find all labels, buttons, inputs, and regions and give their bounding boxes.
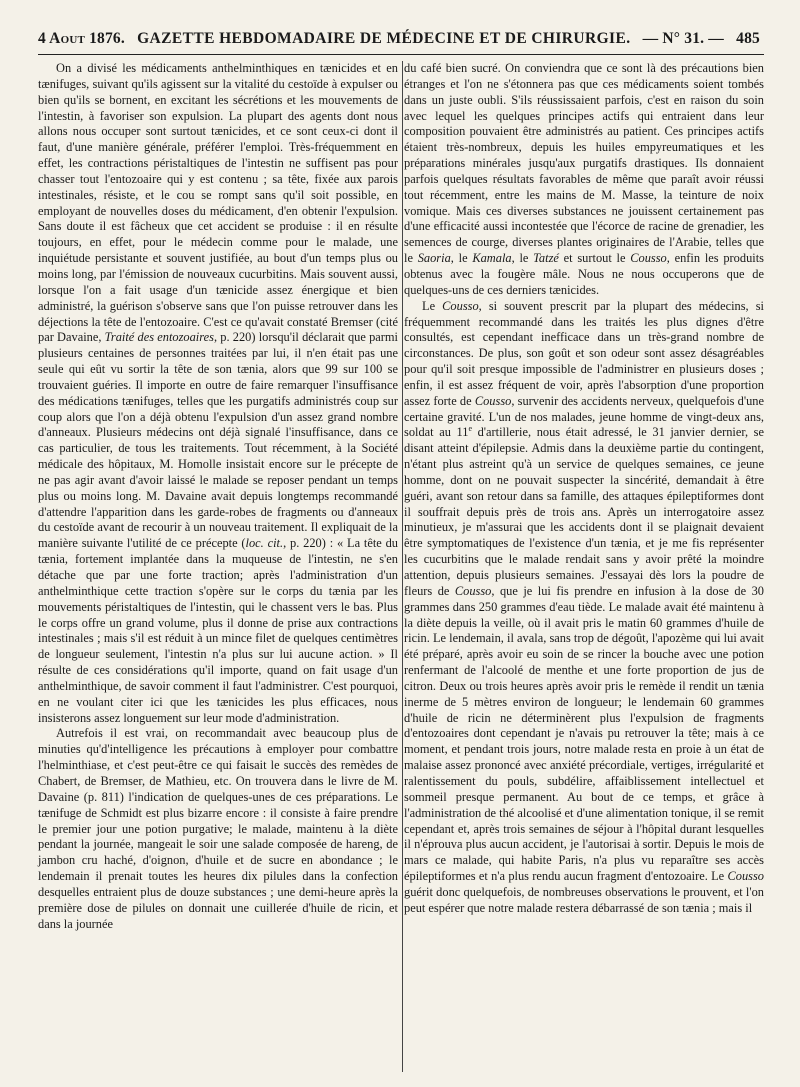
plant-name: Cousso (630, 251, 667, 266)
paragraph (38, 726, 398, 932)
header-date: 4 Aout 1876. (38, 30, 125, 47)
right-column (404, 61, 764, 1076)
citation-ref: loc. cit. (245, 536, 284, 551)
text-run: , le (450, 251, 468, 266)
paragraph (404, 61, 764, 299)
paragraph (38, 61, 398, 726)
page-header (38, 22, 764, 55)
header-issue: — N° 31. — (642, 30, 725, 47)
plant-name: Saoria (417, 251, 451, 266)
text-run: et surtout le (563, 251, 626, 266)
text-run: d'artillerie, nous était adressé, le 31 janvier dernier, se disant atteint d'épilepsie. Admis dans la deuxième partie du contingent, n'étant plus astreint qu'à un service de quelques semaines, ce jeune homme, dont on ne pouvait suspecter la sincérité, demandait à être guéri, avant son retour dans sa famille, des attaques épileptiformes dont il souffrait depuis près de trois ans. Après un interrogatoire assez minutieux, je m'assurai que les accidents dont il se plaignait devaient être symptomatiques de l'existence d'un tænia, et je me fis représenter les cucurbitins que le malade rendait sans y avoir prêté la moindre attention, depuis plusieurs semaines. J'essayai dès lors la poudre de fleurs de (404, 425, 764, 598)
plant-name: Tatzé (533, 251, 559, 266)
text-run: , p. 220) : « La tête du tænia, fortement implantée dans la muqueuse de l'intestin, ne s'en détache que par une forte traction; après l'administration d'un anthelminthique cette traction s'opère sur le corps du tænia par les mouvements péristaltiques de l'intestin, qui le chassent vers le bas. Plus le corps offre un grand volume, plus il donne de prise aux contractions intestinales ; mais s'il est réduit à un mince filet de quelques centimètres de longueur seulement, l'intestin n'a plus sur lui aucune action. » Il résulte de ces considérations qu'il importe, quand on fait usage d'un anthelminthique, de savoir comment il faut l'administrer. C'est pourquoi, en ne voulant citer ici que les tænicides les plus efficaces, nous insisterons assez longuement sur leur mode d'administration. (38, 536, 399, 725)
left-column (38, 61, 398, 1076)
text-run: On a divisé les médicaments anthelminthiques en tænicides et en tænifuges, suivant qu'ils agissent sur la vitalité du cestoïde à expulser ou bien qu'ils se bornent, en excitant les sécrétions et les mouvements de l'intestin, à favoriser son expulsion. La plupart des agents dont nous allons nous occuper sont surtout tænicides, et ce sont ceux-ci dont il faut, d'une manière générale, préférer l'emploi. Très-fréquemment en effet, les contractions péristaltiques de l'intestin ne suffisent pas pour chasser tout l'entozoaire qui y est contenu ; sa tête, fixée aux parois intestinales, résiste, et le cou se rompt sans qu'il soit possible, en employant de nouvelles doses du médicament, d'en obtenir l'expulsion. Sans doute il est fâcheux que cet accident se produise : il en résulte toujours, en effet, pour le médecin comme pour le malade, une inquiétude persistante et souvent justifiée, au bout d'un temps plus ou moins long, par l'émission de nouveaux cucurbitins. Mais souvent aussi, lorsque l'on a fait usage d'un tænicide assez énergique et bien administré, la guérison s'observe sans que l'on puisse retrouver dans les déjections la tête de l'entozoaire. C'est ce qu'avait constaté Bremser (cité par Davaine, (38, 61, 398, 345)
plant-name: Cousso (442, 298, 479, 313)
ordinal-superscript: e (468, 424, 472, 434)
citation-title: Traité des entozoaires (104, 330, 214, 345)
text-run: , si souvent prescrit par la plupart des médecins, si fréquemment recommandé dans les traités les plus dignes d'être consultés, est cependant inefficace dans un très-grand nombre de circonstances. De plus, son goût et son odeur sont assez désagréables pour qu'il soit presque impossible de l'administrer en plusieurs doses ; enfin, il est assez fréquent de voir, après l'absorption d'une proportion assez forte de (404, 298, 764, 408)
text-run: , que je lui fis prendre en infusion à la dose de 30 grammes dans 250 grammes d'eau tiède. Le malade avait été maintenu à la diète depuis la veille, où il avait pris le matin 60 grammes d'huile de ricin. Le lendemain, il avala, sans trop de dégoût, l'apozème qui lui avait été préparé, après avoir eu soin de se rincer la bouche avec une potion renfermant de l'alcoolé de menthe et une forte proportion de jus de citron. Deux ou trois heures après avoir pris le remède il rendit un tænia inerme de 5 mètres environ de longueur; le lendemain 60 grammes d'huile de ricin ne déterminèrent plus l'expulsion de fragments d'entozoaires dont cependant je n'avais pu retrouver la tête; mais à ce moment, et pendant trois jours, notre malade resta en proie à un état de malaise assez prononcé avec anxiété précordiale, vertiges, irrégularité et ralentissement du pouls, subdélire, affaiblissement intellectuel et sommeil presque permanent. Au bout de ce temps, et grâce à l'administration de thé alcoolisé et d'une alimentation tonique, il se remit cependant et, après trois semaines de séjour à l'hôpital durant lesquelles il n'éprouva plus aucun accident, je l'autorisai à sortir. Depuis le mois de mars ce malade, qui habite Paris, n'a plus vu reparaître ses accès épileptiformes et n'a plus rendu aucun fragment d'entozoaire. Le (404, 583, 764, 884)
header-page-number: 485 (736, 30, 760, 47)
text-run: , enfin les produits obtenus avec la fougère mâle. Nous ne nous occuperons que de quelques-uns de ces derniers tænicides. (404, 251, 764, 297)
plant-name: Kamala (472, 251, 512, 266)
paragraph (404, 299, 764, 917)
text-run: Autrefois il est vrai, on recommandait avec beaucoup plus de minuties qu'd'intelligence les précautions à employer pour combattre l'helminthiase, et c'est peut-être ce qui faisait le succès des remèdes de Chabert, de Bremser, de Mathieu, etc. On trouvera dans le livre de M. Davaine (p. 811) l'indication de quelques-unes de ces préparations. Le tænifuge de Schmidt est plus bizarre encore : il consiste à faire prendre le premier jour une potion purgative; le malade, maintenu à la diète pendant la journée, mangeait le soir une salade composée de hareng, de jambon cru haché, d'oignon, d'huile et de sucre en abondance ; le lendemain il prenait toutes les heures dix pilules dans la confection desquelles entraient plus de douze substances ; une demi-heure après la première dose de pilules on donnait une cuillerée d'huile de ricin, et dans la journée (38, 726, 398, 931)
plant-name: Cousso (727, 869, 764, 884)
column-divider (402, 61, 403, 1072)
plant-name: Cousso (474, 393, 512, 408)
text-run: , survenir des accidents nerveux, quelquefois d'une certaine gravité. L'un de nos malades, jeune homme de vingt-deux ans, soldat au 11 (404, 393, 764, 440)
header-title: GAZETTE HEBDOMADAIRE DE MÉDECINE ET DE CHIRURGIE. (137, 30, 631, 47)
text-columns (38, 61, 764, 1076)
text-run: Le (422, 298, 436, 313)
text-run: guérit donc quelquefois, de nombreuses observations le prouvent, et l'on peut espérer que notre malade restera débarrassé de son tænia ; mais il (404, 884, 764, 915)
text-run: , p. 220) lorsqu'il déclarait que parmi plusieurs centaines de personnes traitées par lui, il n'en était pas une seule qui eût vu sortir la tête de son tænia, alors que 99 sur 100 se trouvaient guéries. Il importe en outre de faire remarquer l'insuffisance des médications tænifuges, telles que les purgatifs administrés coup sur coup alors que l'on a déjà obtenu l'expulsion d'un assez grand nombre d'anneaux. Plusieurs médecins ont déjà signalé l'insuffisance, dans ce cas particulier, de tous les traitements. Tout récemment, à la Société médicale des hôpitaux, M. Homolle insistait encore sur le précepte de ne pas agir avant d'avoir laissé le malade se reposer pendant un temps plus ou moins long. M. Davaine avait depuis longtemps recommandé d'attendre l'apparition dans les garde-robes de fragments ou d'anneaux du cestoïde avant de recourir à un nouveau traitement. Il expliquait de la manière suivante l'utilité de ce précepte ( (38, 330, 398, 551)
text-run: du café bien sucré. On conviendra que ce sont là des précautions bien étranges et l'on ne s'étonnera pas que ces médicaments soient tombés dans un juste oubli. S'ils réussissaient parfois, c'est en raison du soin avec lequel les quelques principes actifs qui entraient dans leur composition pouvaient être administrés au patient. Ces principes actifs étaient très-nombreux, depuis les huiles empyreumatiques et les préparations minérales jusqu'aux purgatifs drastiques. Ils donnaient parfois quelques résultats favorables de même que paraît avoir réussi tout récemment, entre les mains de M. Masse, la teinture de noix vomique. Mais ces diverses substances ne jouissent certainement pas d'une efficacité aussi incontestée que l'écorce de racine de grenadier, les semences de courge, diverses plantes originaires de l'Arabie, telles que le (404, 61, 764, 266)
text-run: , le (511, 251, 529, 266)
plant-name: Cousso (454, 583, 492, 598)
